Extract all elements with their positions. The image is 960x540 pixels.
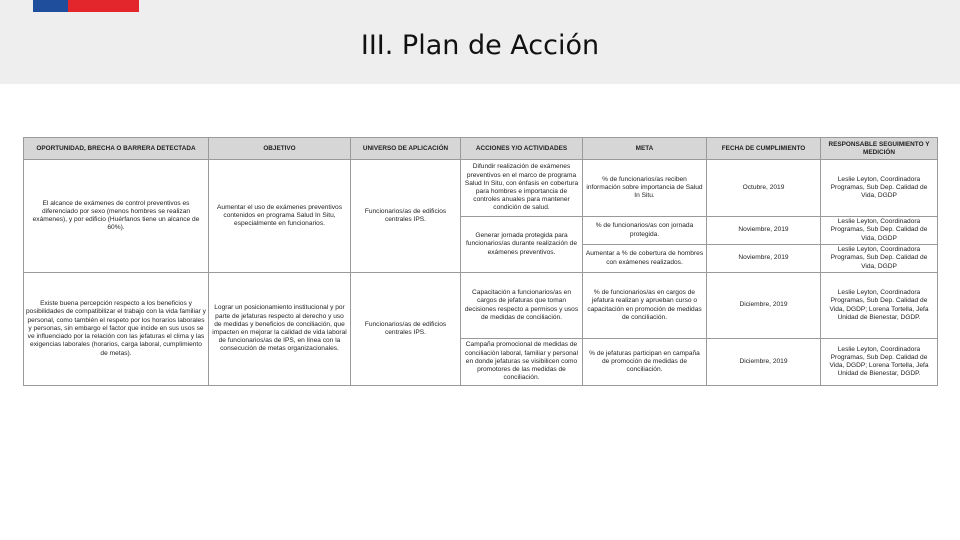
accion-cell: Generar jornada protegida para funcionarios/as durante realización de exámenes preventivos. (461, 217, 583, 273)
table-header-row (24, 138, 938, 160)
flag-red-stripe (68, 0, 139, 12)
slide-title: III. Plan de Acción (360, 30, 600, 61)
meta-cell: % de funcionarios/as en cargos de jefatura realizan y aprueban curso o capacitación en promoción de medidas de conciliación. (583, 273, 707, 339)
chile-flag-stripe (33, 0, 139, 12)
meta-cell: % de jefaturas participan en campaña de promoción de medidas de conciliación. (583, 339, 707, 386)
objetivo-cell: Lograr un posicionamiento institucional y por parte de jefaturas respecto al derecho y uso de medidas y beneficios de conciliación, que impacten en mejorar la calidad de vida laboral de funcionarios/as de IPS, en línea con la consecución de metas organizacionales. (209, 273, 351, 386)
accion-cell: Capacitación a funcionarios/as en cargos de jefaturas que toman decisiones respecto a permisos y usos de medidas de conciliación. (461, 273, 583, 339)
meta-cell: % de funcionarios/as reciben información sobre importancia de Salud In Situ. (583, 160, 707, 217)
action-plan-table (23, 137, 938, 386)
responsable-cell: Leslie Leyton, Coordinadora Programas, Sub Dep. Calidad de Vida, DGDP; Lorena Tortella, Jefa Unidad de Bienestar, DGDP. (821, 273, 938, 339)
oportunidad-cell: El alcance de exámenes de control preventivos es diferenciado por sexo (menos hombres se realizan exámenes), y por edificio (Huérfanos tiene un alcance de 60%). (24, 160, 209, 273)
responsable-cell: Leslie Leyton, Coordinadora Programas, Sub Dep. Calidad de Vida, DGDP (821, 245, 938, 273)
header-meta: META (583, 138, 707, 160)
flag-blue-stripe (33, 0, 68, 12)
header-acciones: ACCIONES Y/O ACTIVIDADES (461, 138, 583, 160)
universo-cell: Funcionarios/as de edificios centrales IPS. (351, 160, 461, 273)
fecha-cell: Diciembre, 2019 (707, 273, 821, 339)
header-fecha: FECHA DE CUMPLIMIENTO (707, 138, 821, 160)
table-row (24, 273, 938, 339)
table-row (24, 160, 938, 217)
header-universo: UNIVERSO DE APLICACIÓN (351, 138, 461, 160)
objetivo-cell: Aumentar el uso de exámenes preventivos contenidos en programa Salud In Situ, especialmente en funcionarios. (209, 160, 351, 273)
fecha-cell: Noviembre, 2019 (707, 245, 821, 273)
fecha-cell: Diciembre, 2019 (707, 339, 821, 386)
oportunidad-cell: Existe buena percepción respecto a los beneficios y posibilidades de compatibilizar el trabajo con la vida familiar y personal, como también el respeto por los horarios laborales y personas, sin embargo el factor que incide en sus usos se ve influenciado por la relación con las jefaturas el clima y las exigencias laborales (horarios, carga laboral, cumplimiento de metas). (24, 273, 209, 386)
responsable-cell: Leslie Leyton, Coordinadora Programas, Sub Dep. Calidad de Vida, DGDP; Lorena Tortella, Jefa Unidad de Bienestar, DGDP. (821, 339, 938, 386)
meta-cell: Aumentar a % de cobertura de hombres con exámenes realizados. (583, 245, 707, 273)
accion-cell: Difundir realización de exámenes preventivos en el marco de programa Salud In Situ, con énfasis en cobertura para hombres e importancia de controles anuales para mantener condición de salud. (461, 160, 583, 217)
responsable-cell: Leslie Leyton, Coordinadora Programas, Sub Dep. Calidad de Vida, DGDP (821, 217, 938, 245)
universo-cell: Funcionarios/as de edificios centrales IPS. (351, 273, 461, 386)
header-oportunidad: OPORTUNIDAD, BRECHA O BARRERA DETECTADA (24, 138, 209, 160)
header-responsable: RESPONSABLE SEGUIMIENTO Y MEDICIÓN (821, 138, 938, 160)
accion-cell: Campaña promocional de medidas de conciliación laboral, familiar y personal en donde jefaturas se visibilicen como promotores de las medidas de conciliación. (461, 339, 583, 386)
meta-cell: % de funcionarios/as con jornada protegida. (583, 217, 707, 245)
header-objetivo: OBJETIVO (209, 138, 351, 160)
responsable-cell: Leslie Leyton, Coordinadora Programas, Sub Dep. Calidad de Vida, DGDP (821, 160, 938, 217)
fecha-cell: Noviembre, 2019 (707, 217, 821, 245)
fecha-cell: Octubre, 2019 (707, 160, 821, 217)
